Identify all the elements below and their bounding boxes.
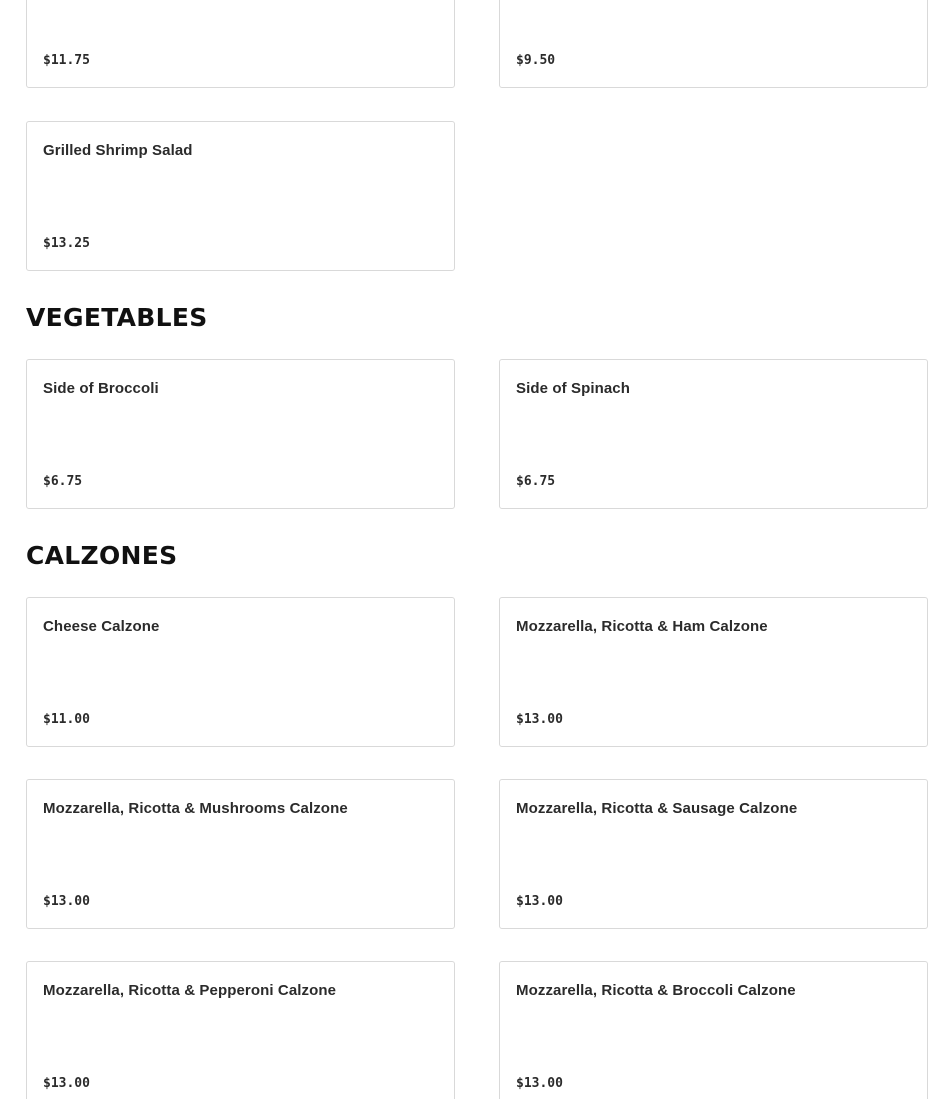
item-price: $11.75 xyxy=(43,53,90,68)
item-name: Mozzarella, Ricotta & Pepperoni Calzone xyxy=(43,982,337,999)
menu-item-card[interactable] xyxy=(26,359,455,509)
item-price: $13.00 xyxy=(43,894,90,909)
item-name: Mozzarella, Ricotta & Ham Calzone xyxy=(516,618,768,635)
item-price: $6.75 xyxy=(43,474,83,489)
menu-item-card[interactable] xyxy=(499,597,928,747)
item-name: Mozzarella, Ricotta & Broccoli Calzone xyxy=(516,982,796,999)
section-title-calzones: CALZONES xyxy=(26,541,178,570)
item-name: Side of Broccoli xyxy=(43,380,159,397)
section-title-vegetables: VEGETABLES xyxy=(26,303,208,332)
menu-item-card[interactable] xyxy=(499,779,928,929)
item-price: $9.50 xyxy=(516,53,556,68)
item-price: $13.00 xyxy=(516,894,563,909)
item-price: $11.00 xyxy=(43,712,90,727)
menu-item-card[interactable] xyxy=(26,597,455,747)
item-name: Side of Spinach xyxy=(516,380,631,397)
item-name: Mozzarella, Ricotta & Sausage Calzone xyxy=(516,800,798,817)
item-price: $13.00 xyxy=(516,1076,563,1091)
item-name: Grilled Shrimp Salad xyxy=(43,142,193,159)
item-price: $13.00 xyxy=(516,712,563,727)
menu-item-card[interactable] xyxy=(26,0,455,88)
item-name: Mozzarella, Ricotta & Mushrooms Calzone xyxy=(43,800,348,817)
menu-item-card[interactable] xyxy=(26,779,455,929)
item-price: $13.00 xyxy=(43,1076,90,1091)
menu-item-card[interactable] xyxy=(26,961,455,1099)
menu-item-card[interactable] xyxy=(499,359,928,509)
menu-item-card[interactable] xyxy=(26,121,455,271)
item-price: $6.75 xyxy=(516,474,556,489)
menu-item-card[interactable] xyxy=(499,0,928,88)
item-name: Cheese Calzone xyxy=(43,618,160,635)
item-price: $13.25 xyxy=(43,236,90,251)
menu-item-card[interactable] xyxy=(499,961,928,1099)
